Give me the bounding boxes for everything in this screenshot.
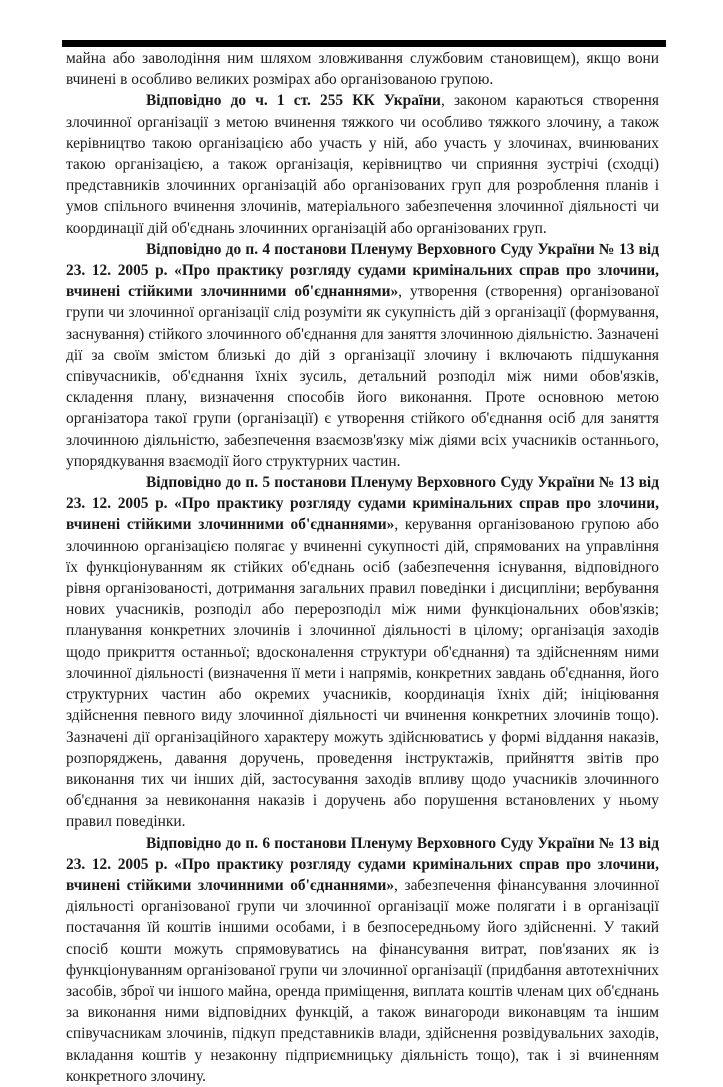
paragraph-plenum-p4 (66, 239, 659, 472)
paragraph-plenum-p5 (66, 472, 659, 832)
paragraph-text: , забезпечення фінансування злочинної діяльності організованої групи чи злочинної організації може полягати і в організації постачання їй коштів іншими особами, і в безпосередньому його здійсненні. У такий спосіб кошти можуть спрямовуватись на фінансування витрат, пов'язаних як із функціонуванням організованої групи чи злочинної організації (придбання автотехнічних засобів, зброї чи іншого майна, оренда приміщення, виплата коштів членам цих об'єднань за виконання ними відповідних функцій, а також винагороди виконавцям та іншим співучасникам злочинів, підкуп представників влади, здійснення розвідувальних заходів, вкладання коштів у незаконну підприємницьку діяльність тощо), так і зі вчиненням конкретного злочину. (66, 876, 659, 1085)
paragraph-bold-lead: Відповідно до п. 5 постанови Пленуму Верховного Суду України № 13 від 23. 12. 2005 р. «Про практику розгляду судами кримінальних справ про злочини, вчинені стійкими злочинними об'єднаннями» (66, 474, 659, 534)
header-rule (62, 40, 666, 47)
paragraph-continuation (66, 48, 659, 90)
paragraph-bold-lead: Відповідно до п. 6 постанови Пленуму Верховного Суду України № 13 від 23. 12. 2005 р. «Про практику розгляду судами кримінальних справ про злочини, вчинені стійкими злочинними об'єднаннями» (66, 834, 659, 894)
paragraph-text: майна або заволодіння ним шляхом зловживання службовим становищем), якщо вони вчинені в особливо великих розмірах або організованою групою. (66, 50, 659, 89)
document-body (66, 48, 659, 1087)
paragraph-text: , керування організованою групою або злочинною організацією полягає у вчиненні сукупності дій, спрямованих на управління їх функціонуванням як стійких об'єднань осіб (забезпечення існування, відповідного рівня організованості, дотримання загальних правил поведінки і дисципліни; вербування нових учасників, розподіл або перерозподіл між ними функціональних обов'язків; планування конкретних злочинів і злочинної діяльності в цілому; організація заходів щодо прикриття останньої; вдосконалення структури об'єднання) та здійсненням ними злочинної діяльності (визначення її мети і напрямів, конкретних завдань об'єднання, його структурних частин або окремих учасників, координація їхніх дій; ініціювання здійснення певного виду злочинної діяльності чи вчинення конкретних злочинів тощо). Зазначені дії організаційного характеру можуть здійснюватись у формі віддання наказів, розпоряджень, давання доручень, проведення інструктажів, прийняття звітів про виконання тих чи інших дій, застосування заходів впливу щодо учасників злочинного об'єднання за невиконання наказів і доручень або порушення встановлених у ньому правил поведінки. (66, 516, 660, 831)
paragraph-plenum-p6 (66, 833, 659, 1087)
paragraph-art-255 (66, 90, 659, 238)
paragraph-bold-lead: Відповідно до ч. 1 ст. 255 КК України (146, 92, 441, 110)
paragraph-bold-lead: Відповідно до п. 4 постанови Пленуму Верховного Суду України № 13 від 23. 12. 2005 р. «Про практику розгляду судами кримінальних справ про злочини, вчинені стійкими злочинними об'єднаннями» (66, 240, 659, 301)
paragraph-text: , законом караються створення злочинної організації з метою вчинення тяжкого чи особливо тяжкого злочину, а також керівництво такою організацією або участь у ній, або участь у злочинах, вчинюваних такою організацією, а також організація, керівництво чи сприяння зустрічі (сходці) представників злочинних організацій або організованих груп для розроблення планів і умов спільного вчинення злочинів, матеріального забезпечення злочинної діяльності чи координації дій об'єднань злочинних організацій або організованих груп. (66, 92, 659, 237)
paragraph-text: , утворення (створення) організованої групи чи злочинної організації слід розуміти як сукупність дій з організації (формування, заснування) стійкого злочинного об'єднання для заняття злочинною діяльністю. Зазначені дії за своїм змістом близькі до дій з організації злочину і включають підшукання співучасників, об'єднання їхніх зусиль, детальний розподіл між ними обов'язків, складення плану, визначення способів його виконання. Проте основною метою організатора такої групи (організації) є утворення стійкого об'єднання осіб для заняття злочинною діяльністю, забезпечення взаємозв'язку між діями всіх учасників останнього, упорядкування взаємодії його структурних частин. (66, 283, 659, 470)
